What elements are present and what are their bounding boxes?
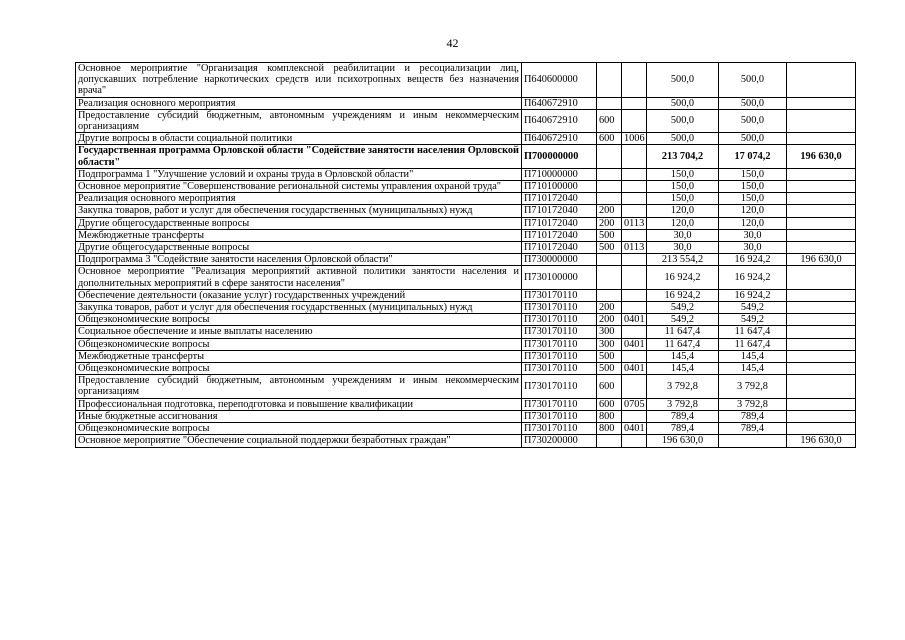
row-amount-federal-cell xyxy=(787,133,856,145)
row-amount-total-cell: 789,4 xyxy=(647,410,719,422)
row-name-cell: Подпрограмма 3 "Содействие занятости населения Орловской области" xyxy=(76,254,522,266)
row-code-cell: П730170110 xyxy=(522,410,597,422)
row-code-cell: П730170110 xyxy=(522,423,597,435)
row-section-cell: 0401 xyxy=(622,314,647,326)
row-amount-regional-cell: 30,0 xyxy=(719,242,787,254)
row-code-cell: П730170110 xyxy=(522,302,597,314)
row-expense-type-cell: 500 xyxy=(597,363,622,375)
row-amount-federal-cell xyxy=(787,314,856,326)
row-expense-type-cell: 200 xyxy=(597,302,622,314)
row-amount-total-cell: 500,0 xyxy=(647,109,719,132)
row-code-cell: П730170110 xyxy=(522,398,597,410)
row-amount-regional-cell: 500,0 xyxy=(719,109,787,132)
row-code-cell: П730170110 xyxy=(522,314,597,326)
table-row xyxy=(76,97,856,109)
row-amount-regional-cell: 150,0 xyxy=(719,168,787,180)
row-section-cell xyxy=(622,97,647,109)
row-expense-type-cell xyxy=(597,435,622,447)
row-amount-federal-cell xyxy=(787,193,856,205)
row-section-cell xyxy=(622,145,647,168)
page-number: 42 xyxy=(446,36,459,50)
row-amount-total-cell: 549,2 xyxy=(647,302,719,314)
row-code-cell: П710172040 xyxy=(522,217,597,229)
row-name-cell: Основное мероприятие "Организация комплексной реабилитации и ресоциализации лиц, допускавших потребление наркотических средств или психотропных веществ без назначения врача" xyxy=(76,63,522,98)
row-name-cell: Предоставление субсидий бюджетным, автономным учреждениям и иным некоммерческим организациям xyxy=(76,109,522,132)
row-amount-federal-cell xyxy=(787,398,856,410)
table-row xyxy=(76,168,856,180)
table-row xyxy=(76,254,856,266)
row-name-cell: Реализация основного мероприятия xyxy=(76,97,522,109)
row-expense-type-cell xyxy=(597,181,622,193)
row-code-cell: П730170110 xyxy=(522,338,597,350)
row-expense-type-cell: 600 xyxy=(597,133,622,145)
row-name-cell: Основное мероприятие "Совершенствование региональной системы управления охраной труда" xyxy=(76,181,522,193)
table-row xyxy=(76,242,856,254)
row-expense-type-cell xyxy=(597,97,622,109)
row-expense-type-cell xyxy=(597,168,622,180)
table-row xyxy=(76,410,856,422)
row-amount-federal-cell xyxy=(787,205,856,217)
row-expense-type-cell xyxy=(597,63,622,98)
row-expense-type-cell: 800 xyxy=(597,423,622,435)
row-amount-regional-cell: 789,4 xyxy=(719,423,787,435)
row-amount-regional-cell: 16 924,2 xyxy=(719,266,787,289)
row-name-cell: Иные бюджетные ассигнования xyxy=(76,410,522,422)
row-expense-type-cell: 300 xyxy=(597,326,622,338)
row-expense-type-cell xyxy=(597,266,622,289)
row-name-cell: Социальное обеспечение и иные выплаты населению xyxy=(76,326,522,338)
row-expense-type-cell: 500 xyxy=(597,229,622,241)
row-name-cell: Общеэкономические вопросы xyxy=(76,314,522,326)
table-row xyxy=(76,63,856,98)
row-amount-federal-cell xyxy=(787,326,856,338)
row-amount-regional-cell: 11 647,4 xyxy=(719,326,787,338)
row-code-cell: П640600000 xyxy=(522,63,597,98)
row-name-cell: Другие общегосударственные вопросы xyxy=(76,242,522,254)
row-expense-type-cell: 600 xyxy=(597,375,622,398)
row-name-cell: Основное мероприятие "Реализация мероприятий активной политики занятости населения и дополнительных мероприятий в сфере занятости населения" xyxy=(76,266,522,289)
row-amount-regional-cell: 16 924,2 xyxy=(719,254,787,266)
row-amount-regional-cell: 500,0 xyxy=(719,133,787,145)
row-expense-type-cell: 800 xyxy=(597,410,622,422)
row-name-cell: Другие вопросы в области социальной политики xyxy=(76,133,522,145)
row-amount-total-cell: 150,0 xyxy=(647,168,719,180)
row-amount-total-cell: 150,0 xyxy=(647,193,719,205)
row-amount-regional-cell xyxy=(719,435,787,447)
row-amount-total-cell: 30,0 xyxy=(647,229,719,241)
row-amount-federal-cell xyxy=(787,289,856,301)
table-row xyxy=(76,435,856,447)
row-section-cell xyxy=(622,326,647,338)
row-section-cell: 0401 xyxy=(622,338,647,350)
row-amount-total-cell: 30,0 xyxy=(647,242,719,254)
table-row xyxy=(76,375,856,398)
row-code-cell: П730170110 xyxy=(522,363,597,375)
row-amount-total-cell: 549,2 xyxy=(647,314,719,326)
row-amount-total-cell: 120,0 xyxy=(647,217,719,229)
row-section-cell xyxy=(622,410,647,422)
row-section-cell: 1006 xyxy=(622,133,647,145)
table-row xyxy=(76,109,856,132)
row-section-cell xyxy=(622,435,647,447)
row-name-cell: Закупка товаров, работ и услуг для обеспечения государственных (муниципальных) нужд xyxy=(76,302,522,314)
row-amount-total-cell: 3 792,8 xyxy=(647,375,719,398)
row-expense-type-cell xyxy=(597,289,622,301)
row-amount-regional-cell: 549,2 xyxy=(719,314,787,326)
row-name-cell: Общеэкономические вопросы xyxy=(76,363,522,375)
table-row xyxy=(76,423,856,435)
row-expense-type-cell: 200 xyxy=(597,217,622,229)
row-amount-total-cell: 213 554,2 xyxy=(647,254,719,266)
row-name-cell: Закупка товаров, работ и услуг для обеспечения государственных (муниципальных) нужд xyxy=(76,205,522,217)
row-amount-federal-cell: 196 630,0 xyxy=(787,254,856,266)
row-expense-type-cell: 200 xyxy=(597,205,622,217)
row-section-cell: 0113 xyxy=(622,242,647,254)
row-code-cell: П710000000 xyxy=(522,168,597,180)
table-row xyxy=(76,363,856,375)
row-expense-type-cell: 200 xyxy=(597,314,622,326)
row-section-cell xyxy=(622,229,647,241)
row-amount-regional-cell: 120,0 xyxy=(719,217,787,229)
row-amount-federal-cell xyxy=(787,410,856,422)
row-section-cell xyxy=(622,205,647,217)
row-expense-type-cell xyxy=(597,254,622,266)
table-row xyxy=(76,302,856,314)
row-amount-regional-cell: 120,0 xyxy=(719,205,787,217)
table-row xyxy=(76,229,856,241)
row-expense-type-cell xyxy=(597,193,622,205)
row-section-cell xyxy=(622,254,647,266)
row-amount-federal-cell: 196 630,0 xyxy=(787,435,856,447)
row-amount-regional-cell: 30,0 xyxy=(719,229,787,241)
row-section-cell: 0113 xyxy=(622,217,647,229)
row-section-cell xyxy=(622,193,647,205)
row-amount-regional-cell: 17 074,2 xyxy=(719,145,787,168)
row-section-cell xyxy=(622,168,647,180)
row-amount-regional-cell: 16 924,2 xyxy=(719,289,787,301)
table-row xyxy=(76,217,856,229)
row-amount-total-cell: 500,0 xyxy=(647,133,719,145)
row-amount-regional-cell: 150,0 xyxy=(719,193,787,205)
row-amount-regional-cell: 145,4 xyxy=(719,350,787,362)
row-amount-federal-cell xyxy=(787,181,856,193)
row-section-cell xyxy=(622,266,647,289)
row-amount-federal-cell xyxy=(787,168,856,180)
table-row xyxy=(76,314,856,326)
row-code-cell: П710172040 xyxy=(522,205,597,217)
row-name-cell: Профессиональная подготовка, переподготовка и повышение квалификации xyxy=(76,398,522,410)
row-code-cell: П640672910 xyxy=(522,109,597,132)
table-row xyxy=(76,338,856,350)
row-amount-federal-cell xyxy=(787,423,856,435)
row-amount-federal-cell xyxy=(787,363,856,375)
table-row xyxy=(76,289,856,301)
row-code-cell: П730170110 xyxy=(522,289,597,301)
row-section-cell: 0705 xyxy=(622,398,647,410)
row-amount-total-cell: 11 647,4 xyxy=(647,338,719,350)
row-name-cell: Межбюджетные трансферты xyxy=(76,229,522,241)
row-amount-regional-cell: 3 792,8 xyxy=(719,375,787,398)
row-amount-federal-cell xyxy=(787,338,856,350)
row-amount-regional-cell: 789,4 xyxy=(719,410,787,422)
row-amount-regional-cell: 500,0 xyxy=(719,97,787,109)
row-amount-regional-cell: 145,4 xyxy=(719,363,787,375)
row-amount-federal-cell xyxy=(787,217,856,229)
row-name-cell: Другие общегосударственные вопросы xyxy=(76,217,522,229)
row-code-cell: П700000000 xyxy=(522,145,597,168)
row-amount-total-cell: 213 704,2 xyxy=(647,145,719,168)
row-code-cell: П730100000 xyxy=(522,266,597,289)
row-code-cell: П730170110 xyxy=(522,326,597,338)
row-amount-federal-cell xyxy=(787,302,856,314)
row-code-cell: П730170110 xyxy=(522,375,597,398)
row-section-cell xyxy=(622,63,647,98)
row-amount-total-cell: 120,0 xyxy=(647,205,719,217)
table-row xyxy=(76,133,856,145)
row-amount-regional-cell: 549,2 xyxy=(719,302,787,314)
row-section-cell xyxy=(622,109,647,132)
row-name-cell: Реализация основного мероприятия xyxy=(76,193,522,205)
table-row xyxy=(76,193,856,205)
row-amount-total-cell: 145,4 xyxy=(647,363,719,375)
row-code-cell: П640672910 xyxy=(522,133,597,145)
row-section-cell: 0401 xyxy=(622,363,647,375)
row-expense-type-cell: 500 xyxy=(597,242,622,254)
row-code-cell: П730170110 xyxy=(522,350,597,362)
row-name-cell: Государственная программа Орловской области "Содействие занятости населения Орловской области" xyxy=(76,145,522,168)
row-expense-type-cell: 600 xyxy=(597,398,622,410)
row-amount-total-cell: 500,0 xyxy=(647,97,719,109)
row-amount-total-cell: 16 924,2 xyxy=(647,289,719,301)
table-row xyxy=(76,398,856,410)
table-row xyxy=(76,205,856,217)
row-expense-type-cell xyxy=(597,145,622,168)
row-amount-total-cell: 16 924,2 xyxy=(647,266,719,289)
budget-table xyxy=(75,62,856,448)
row-section-cell xyxy=(622,375,647,398)
row-amount-total-cell: 145,4 xyxy=(647,350,719,362)
table-row xyxy=(76,181,856,193)
row-amount-federal-cell: 196 630,0 xyxy=(787,145,856,168)
table-row xyxy=(76,145,856,168)
row-amount-regional-cell: 500,0 xyxy=(719,63,787,98)
row-code-cell: П730200000 xyxy=(522,435,597,447)
row-amount-total-cell: 789,4 xyxy=(647,423,719,435)
row-code-cell: П710172040 xyxy=(522,242,597,254)
row-section-cell xyxy=(622,289,647,301)
row-code-cell: П710100000 xyxy=(522,181,597,193)
table-row xyxy=(76,266,856,289)
row-code-cell: П710172040 xyxy=(522,229,597,241)
row-amount-federal-cell xyxy=(787,266,856,289)
row-amount-regional-cell: 150,0 xyxy=(719,181,787,193)
row-amount-federal-cell xyxy=(787,109,856,132)
row-name-cell: Основное мероприятие "Обеспечение социальной поддержки безработных граждан" xyxy=(76,435,522,447)
row-section-cell xyxy=(622,181,647,193)
row-section-cell: 0401 xyxy=(622,423,647,435)
row-expense-type-cell: 300 xyxy=(597,338,622,350)
row-code-cell: П730000000 xyxy=(522,254,597,266)
table-row xyxy=(76,350,856,362)
row-amount-federal-cell xyxy=(787,350,856,362)
row-amount-total-cell: 11 647,4 xyxy=(647,326,719,338)
row-name-cell: Обеспечение деятельности (оказание услуг) государственных учреждений xyxy=(76,289,522,301)
row-section-cell xyxy=(622,302,647,314)
budget-table-body xyxy=(76,63,856,448)
table-row xyxy=(76,326,856,338)
row-amount-total-cell: 196 630,0 xyxy=(647,435,719,447)
row-amount-federal-cell xyxy=(787,375,856,398)
row-amount-federal-cell xyxy=(787,63,856,98)
row-section-cell xyxy=(622,350,647,362)
row-amount-total-cell: 150,0 xyxy=(647,181,719,193)
row-expense-type-cell: 500 xyxy=(597,350,622,362)
row-name-cell: Межбюджетные трансферты xyxy=(76,350,522,362)
row-amount-regional-cell: 11 647,4 xyxy=(719,338,787,350)
row-amount-total-cell: 3 792,8 xyxy=(647,398,719,410)
row-amount-regional-cell: 3 792,8 xyxy=(719,398,787,410)
row-amount-federal-cell xyxy=(787,242,856,254)
row-name-cell: Подпрограмма 1 "Улучшение условий и охраны труда в Орловской области" xyxy=(76,168,522,180)
row-code-cell: П710172040 xyxy=(522,193,597,205)
row-name-cell: Предоставление субсидий бюджетным, автономным учреждениям и иным некоммерческим организациям xyxy=(76,375,522,398)
row-amount-federal-cell xyxy=(787,97,856,109)
row-expense-type-cell: 600 xyxy=(597,109,622,132)
row-name-cell: Общеэкономические вопросы xyxy=(76,423,522,435)
row-amount-federal-cell xyxy=(787,229,856,241)
row-code-cell: П640672910 xyxy=(522,97,597,109)
row-amount-total-cell: 500,0 xyxy=(647,63,719,98)
row-name-cell: Общеэкономические вопросы xyxy=(76,338,522,350)
